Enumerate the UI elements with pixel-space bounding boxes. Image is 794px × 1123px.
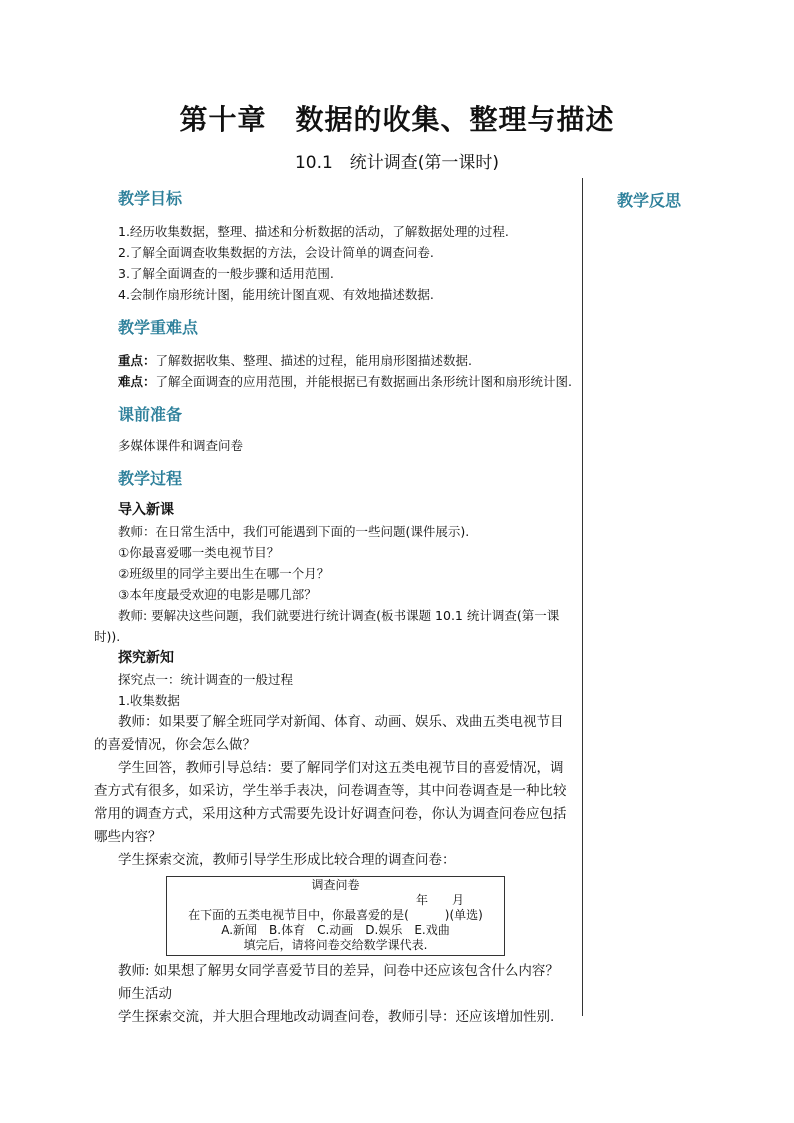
followup-question: 教师: 如果想了解男女同学喜爱节目的差异，问卷中还应该包含什么内容？: [118, 963, 559, 979]
focus-paragraph: [118, 350, 576, 371]
objective-item: 3.了解全面调查的一般步骤和适用范围.: [118, 266, 334, 281]
process-heading: 教学过程: [118, 469, 183, 488]
chapter-title: 第十章 数据的收集、整理与描述: [179, 103, 615, 136]
lesson-title: 10.1 统计调查(第一课时): [294, 153, 500, 173]
explore-point: 探究点一：统计调查的一般过程: [118, 672, 294, 687]
lesson-body: [94, 186, 576, 1029]
intro-line: ②班级里的同学主要出生在哪一个月？: [118, 566, 330, 581]
intro-heading: 导入新课: [118, 502, 174, 518]
activity-text: 学生探索交流，并大胆合理地改动调查问卷，教师引导：还应该增加性别.: [118, 1009, 555, 1025]
step-label: 1.收集数据: [118, 693, 180, 708]
focus-label: 重点：: [118, 353, 156, 368]
difficulty-label: 难点：: [118, 374, 156, 389]
teacher-question: 教师：如果要了解全班同学对新闻、体育、动画、娱乐、戏曲五类电视节目的喜爱情况，你会怎么做？: [94, 714, 564, 753]
discussion-text: 学生探索交流，教师引导学生形成比较合理的调查问卷：: [118, 852, 456, 868]
explore-heading: 探究新知: [118, 650, 174, 666]
questionnaire-title: 调查问卷: [311, 878, 360, 892]
objectives-heading: 教学目标: [118, 189, 183, 208]
objective-item: 4.会制作扇形统计图，能用统计图直观、有效地描述数据.: [118, 287, 434, 302]
questionnaire-options: A.新闻 B.体育 C.动画 D.娱乐 E.戏曲: [221, 923, 450, 937]
questionnaire-date: 年 月: [415, 893, 464, 907]
preparation-heading: 课前准备: [118, 405, 183, 424]
key-points-heading: 教学重难点: [118, 318, 199, 337]
activity-label: 师生活动: [118, 986, 172, 1002]
preparation-text: 多媒体课件和调查问卷: [118, 438, 244, 453]
reflection-heading: 教学反思: [617, 191, 682, 210]
student-answer: 学生回答，教师引导总结：要了解同学们对这五类电视节目的喜爱情况，调查方式有很多，如采访，学生举手表决，问卷调查等，其中问卷调查是一种比较常用的调查方式，采用这种方式需要先设计好调查问卷，你认为调查问卷应包括哪些内容？: [94, 760, 567, 845]
intro-line: 教师: 要解决这些问题，我们就要进行统计调查(板书课题 10.1 统计调查(第一课时)).: [94, 608, 560, 644]
questionnaire-question: 在下面的五类电视节目中，你最喜爱的是( )(单选): [188, 908, 483, 922]
questionnaire-box: [166, 876, 505, 956]
focus-text: 了解数据收集、整理、描述的过程，能用扇形图描述数据.: [155, 353, 472, 368]
intro-line: ③本年度最受欢迎的电影是哪几部？: [118, 587, 317, 602]
difficulty-paragraph: [94, 371, 576, 392]
objective-item: 2.了解全面调查收集数据的方法，会设计简单的调查问卷.: [118, 245, 434, 260]
intro-line: 教师：在日常生活中，我们可能遇到下面的一些问题(课件展示).: [118, 524, 470, 539]
objective-item: 1.经历收集数据，整理、描述和分析数据的活动，了解数据处理的过程.: [118, 224, 509, 239]
questionnaire-instruction: 填完后，请将问卷交给数学课代表.: [243, 938, 428, 952]
column-divider: [582, 178, 583, 1016]
difficulty-text: 了解全面调查的应用范围，并能根据已有数据画出条形统计图和扇形统计图.: [155, 374, 572, 389]
intro-line: ①你最喜爱哪一类电视节目？: [118, 545, 280, 560]
